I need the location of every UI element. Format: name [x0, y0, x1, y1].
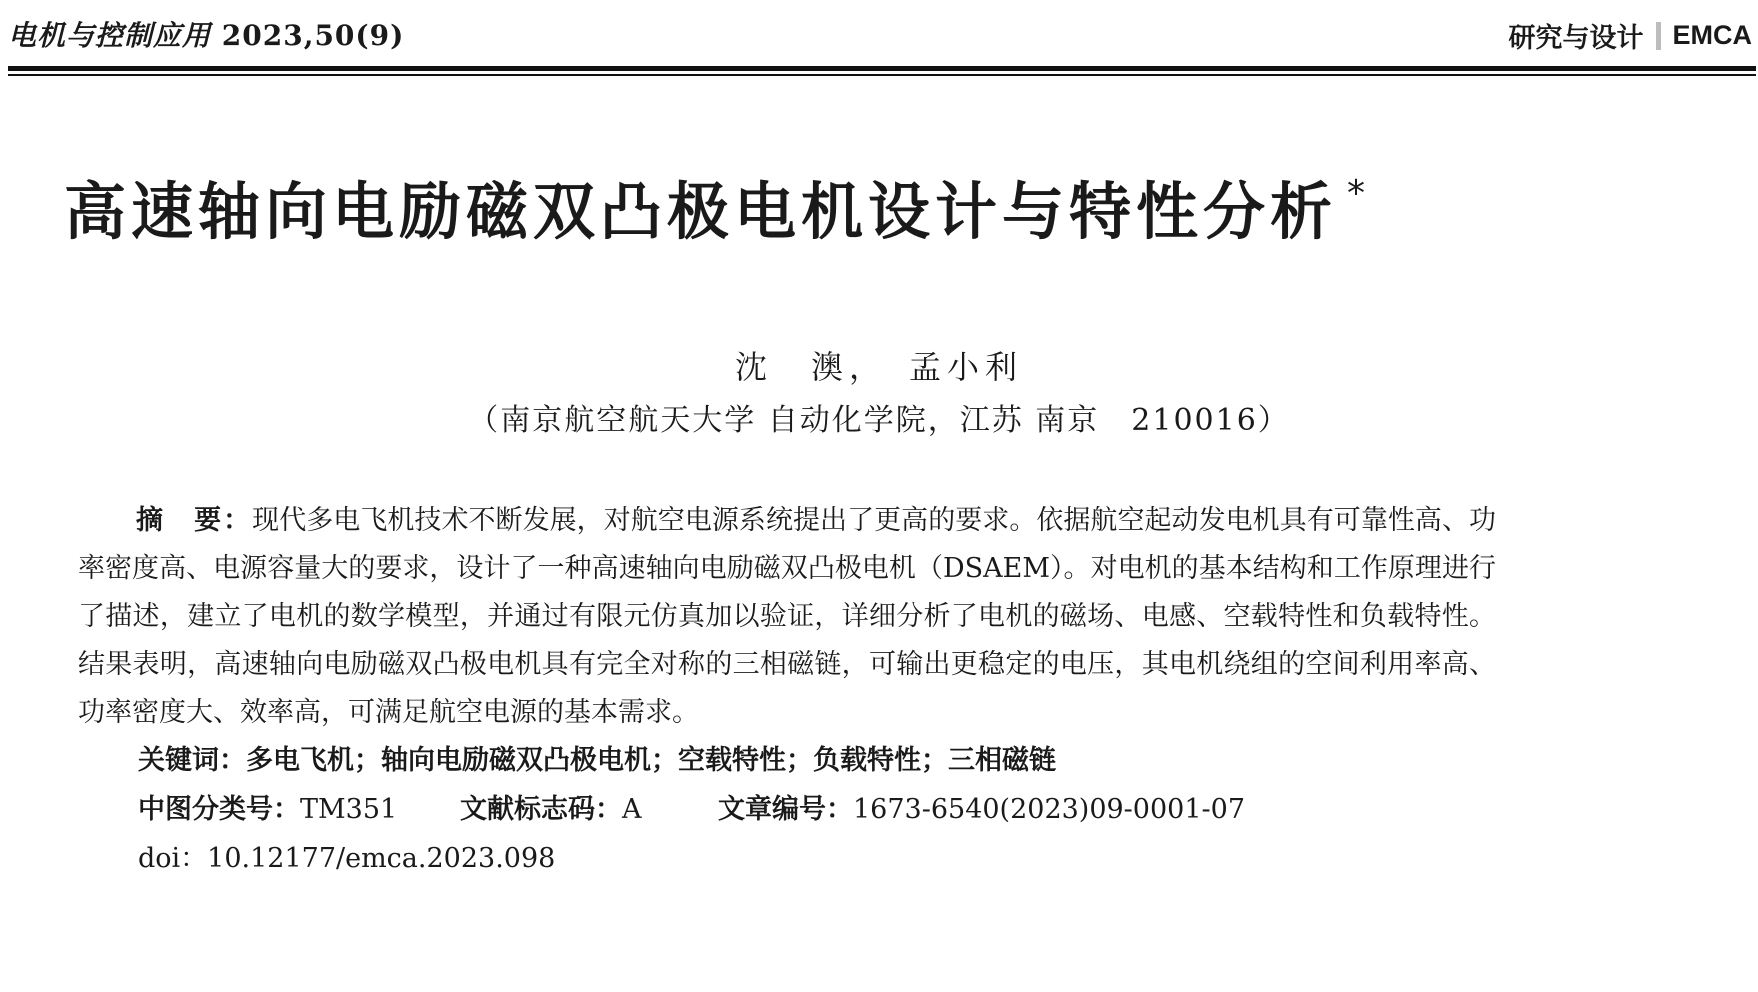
doc-code-label: 文献标志码： [460, 794, 622, 825]
clc-label: 中图分类号： [138, 794, 300, 825]
paper-title-text: 高速轴向电励磁双凸极电机设计与特性分析 [64, 175, 1338, 248]
clc-number [138, 787, 460, 826]
title-footnote-mark: * [1347, 173, 1371, 214]
page-header [8, 6, 1756, 66]
header-rule-thin [8, 74, 1756, 76]
header-rule-thick [8, 66, 1756, 71]
author-list: 沈 澳， 孟小利 [734, 348, 1023, 386]
classification-line [138, 787, 1638, 826]
doi-line: doi：10.12177/emca.2023.098 [138, 843, 556, 874]
article-number-value: 1673-6540(2023)09-0001-07 [853, 794, 1246, 825]
section-label [1509, 16, 1753, 55]
doc-code-value: A [622, 794, 642, 825]
article-number [718, 787, 1245, 826]
clc-value: TM351 [300, 794, 398, 825]
author-affiliation: （南京航空航天大学 自动化学院，江苏 南京 210016） [468, 403, 1290, 438]
journal-name: 电机与控制应用 [8, 19, 212, 52]
keywords [138, 738, 1638, 777]
journal-issue: 2023,50(9) [221, 19, 405, 52]
journal-citation [8, 14, 404, 54]
header-separator [1656, 22, 1661, 50]
document-code [460, 787, 718, 826]
article-number-label: 文章编号： [718, 794, 853, 825]
abstract-label: 摘 要： [136, 505, 253, 536]
abstract [78, 497, 1496, 737]
journal-code: EMCA [1672, 20, 1752, 50]
paper-title [64, 162, 1704, 251]
abstract-text: 现代多电飞机技术不断发展，对航空电源系统提出了更高的要求。依据航空起动发电机具有可靠性高、功率密度高、电源容量大的要求，设计了一种高速轴向电励磁双凸极电机（DSAEM）。对电机的基本结构和工作原理进行了描述，建立了电机的数学模型，并通过有限元仿真加以验证，详细分析了电机的磁场、电感、空载特性和负载特性。结果表明，高速轴向电励磁双凸极电机具有完全对称的三相磁链，可输出更稳定的电压，其电机绕组的空间利用率高、功率密度大、效率高，可满足航空电源的基本需求。 [78, 505, 1497, 728]
keywords-text: 多电飞机；轴向电励磁双凸极电机；空载特性；负载特性；三相磁链 [246, 745, 1056, 776]
keywords-label: 关键词： [138, 745, 246, 776]
section-name: 研究与设计 [1508, 23, 1644, 54]
